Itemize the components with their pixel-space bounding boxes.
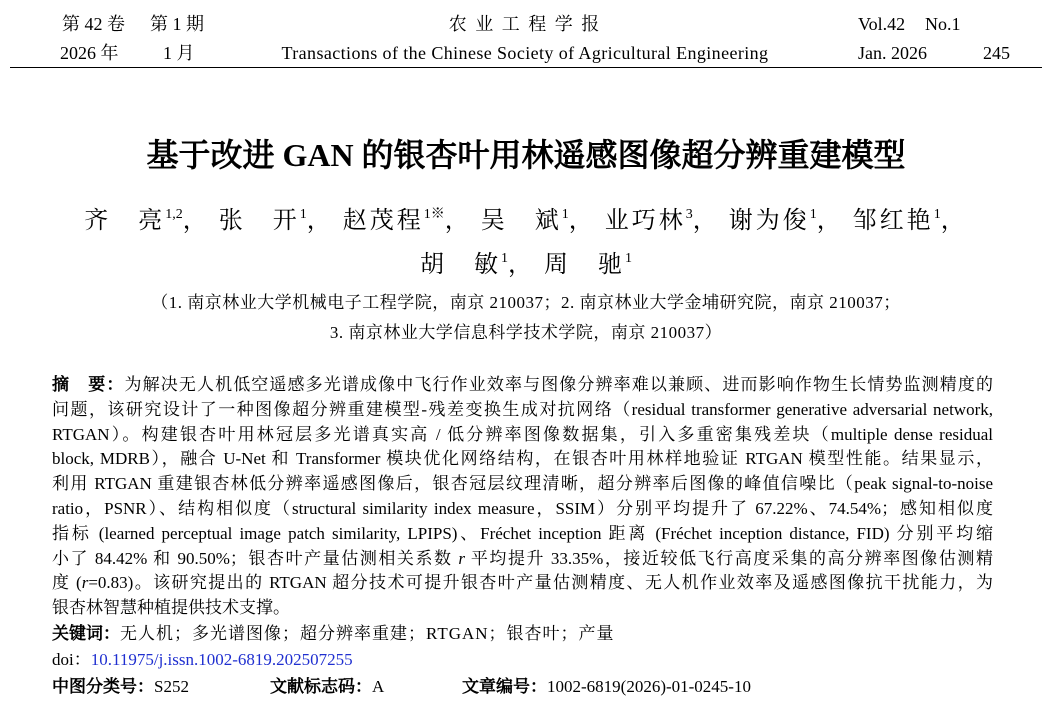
abstract-text: 利用 RTGAN 重建银杏林低分辨率遥感图像后，银杏冠层纹理清晰，超分辨率后图像的峰值信噪比（peak signal-to-noise	[52, 474, 993, 494]
abstract-line	[52, 373, 993, 398]
article-number	[462, 674, 751, 699]
abstract-variable: r	[458, 548, 466, 568]
abstract-line	[52, 423, 993, 448]
abstract-text: block, MDRB），融合 U-Net 和 Transformer 模块优化网络结构，在银杏叶用林样地验证 RTGAN 模型性能。结果显示，	[52, 449, 993, 469]
clc-label: 中图分类号：	[52, 677, 154, 696]
abstract-label: 摘 要：	[52, 375, 125, 394]
abstract-line	[52, 472, 993, 497]
author-affiliation-mark: 1	[501, 251, 508, 266]
header-volume-english: Vol.42	[858, 14, 906, 34]
paper-title: 基于改进 GAN 的银杏叶用林遥感图像超分辨重建模型	[146, 137, 906, 173]
author-affiliation-mark: 1	[299, 207, 307, 222]
header-volume: 第 42 卷	[62, 14, 125, 34]
document-code-label: 文献标志码：	[270, 677, 372, 696]
abstract-line	[52, 571, 993, 596]
header-issue: 第 1 期	[150, 14, 204, 34]
clc-number	[52, 674, 189, 699]
author-affiliation-mark: 1※	[423, 207, 445, 222]
abstract-line	[52, 547, 993, 572]
author-separator: ，	[940, 208, 968, 234]
header-rule	[10, 67, 1042, 68]
author-separator: ，	[568, 208, 596, 234]
author-separator: ，	[816, 208, 844, 234]
article-number-label: 文章编号：	[462, 677, 547, 696]
abstract-line	[52, 497, 993, 522]
abstract-line	[52, 398, 993, 423]
author-affiliation-mark: 3	[685, 207, 693, 222]
author-name: 齐 亮	[84, 208, 166, 234]
author-name: 张 开	[218, 208, 300, 234]
abstract-line	[52, 596, 993, 621]
author-name: 邹红艳	[852, 208, 934, 234]
author-separator: ，	[508, 252, 535, 278]
abstract-line	[52, 522, 993, 547]
abstract	[52, 373, 993, 621]
clc-value: S252	[154, 677, 189, 696]
abstract-text: =0.83)。该研究提出的 RTGAN 超分技术可提升银杏叶产量估测精度、无人机作业效率及遥感图像抗干扰能力，为	[88, 573, 993, 593]
abstract-text: 小了 84.42% 和 90.50%；银杏叶产量估测相关系数	[52, 548, 459, 568]
abstract-text: 度 (	[52, 573, 82, 593]
article-number-value: 1002-6819(2026)-01-0245-10	[547, 677, 751, 696]
doi-label: doi：	[52, 650, 91, 669]
abstract-text: 平均提升 33.35%，接近较低飞行高度采集的高分辨率图像估测精	[465, 548, 993, 568]
journal-name-chinese: 农 业 工 程 学 报	[448, 14, 602, 34]
author-separator: ，	[306, 208, 334, 234]
doi	[52, 647, 353, 672]
author-list-line-1	[0, 204, 1052, 238]
abstract-line	[52, 447, 993, 472]
author-name: 周 驰	[544, 252, 625, 278]
keywords-text: 无人机；多光谱图像；超分辨率重建；RTGAN；银杏叶；产量	[120, 624, 615, 643]
keywords	[52, 621, 615, 646]
author-affiliation-mark: 1	[933, 207, 941, 222]
journal-name-english: Transactions of the Chinese Society of Agricultural Engineering	[281, 43, 769, 63]
author-name: 赵茂程	[342, 208, 424, 234]
affiliation-line: 3. 南京林业大学信息科学技术学院，南京 210037）	[329, 323, 723, 342]
author-affiliation-mark: 1	[809, 207, 817, 222]
author-separator: ，	[692, 208, 720, 234]
author-affiliation-mark: 1	[625, 251, 632, 266]
author-separator: ，	[182, 208, 210, 234]
page-number: 245	[983, 43, 1010, 63]
abstract-text: RTGAN）。构建银杏叶用林冠层多光谱真实高 / 低分辨率图像数据集，引入多重密集残差块（multiple dense residual	[52, 424, 993, 444]
author-name: 吴 斌	[480, 208, 562, 234]
document-code	[270, 674, 384, 699]
author-name: 业巧林	[604, 208, 686, 234]
abstract-variable: r	[81, 573, 89, 593]
author-name: 胡 敏	[420, 252, 501, 278]
author-list-line-2	[0, 248, 1052, 282]
abstract-text: 指标 (learned perceptual image patch similarity, LPIPS)、Fréchet inception 距离 (Fréchet inception distance, FID) 分别平均缩	[52, 523, 993, 543]
document-code-value: A	[372, 677, 385, 696]
abstract-text: ratio，PSNR）、结构相似度（structural similarity index measure，SSIM）分别平均提升了 67.22%、74.54%；感知相似度	[52, 498, 993, 518]
doi-link[interactable]: 10.11975/j.issn.1002-6819.202507255	[90, 650, 353, 669]
author-affiliation-mark: 1,2	[165, 207, 183, 222]
abstract-text: 银杏林智慧种植提供技术支撑。	[52, 598, 290, 618]
author-affiliation-mark: 1	[561, 207, 569, 222]
header-month: 1 月	[163, 43, 195, 63]
header-year: 2026 年	[60, 43, 119, 63]
header-date-english: Jan. 2026	[858, 43, 927, 63]
abstract-text: 问题，该研究设计了一种图像超分辨重建模型-残差变换生成对抗网络（residual transformer generative adversarial network,	[52, 399, 993, 419]
author-separator: ，	[444, 208, 472, 234]
author-name: 谢为俊	[728, 208, 810, 234]
header-issue-english: No.1	[925, 14, 961, 34]
abstract-text: 为解决无人机低空遥感多光谱成像中飞行作业效率与图像分辨率难以兼顾、进而影响作物生长情势监测精度的	[124, 375, 993, 394]
keywords-label: 关键词：	[52, 624, 120, 643]
affiliation-line: （1. 南京林业大学机械电子工程学院，南京 210037；2. 南京林业大学金埔研究院，南京 210037；	[151, 293, 901, 312]
